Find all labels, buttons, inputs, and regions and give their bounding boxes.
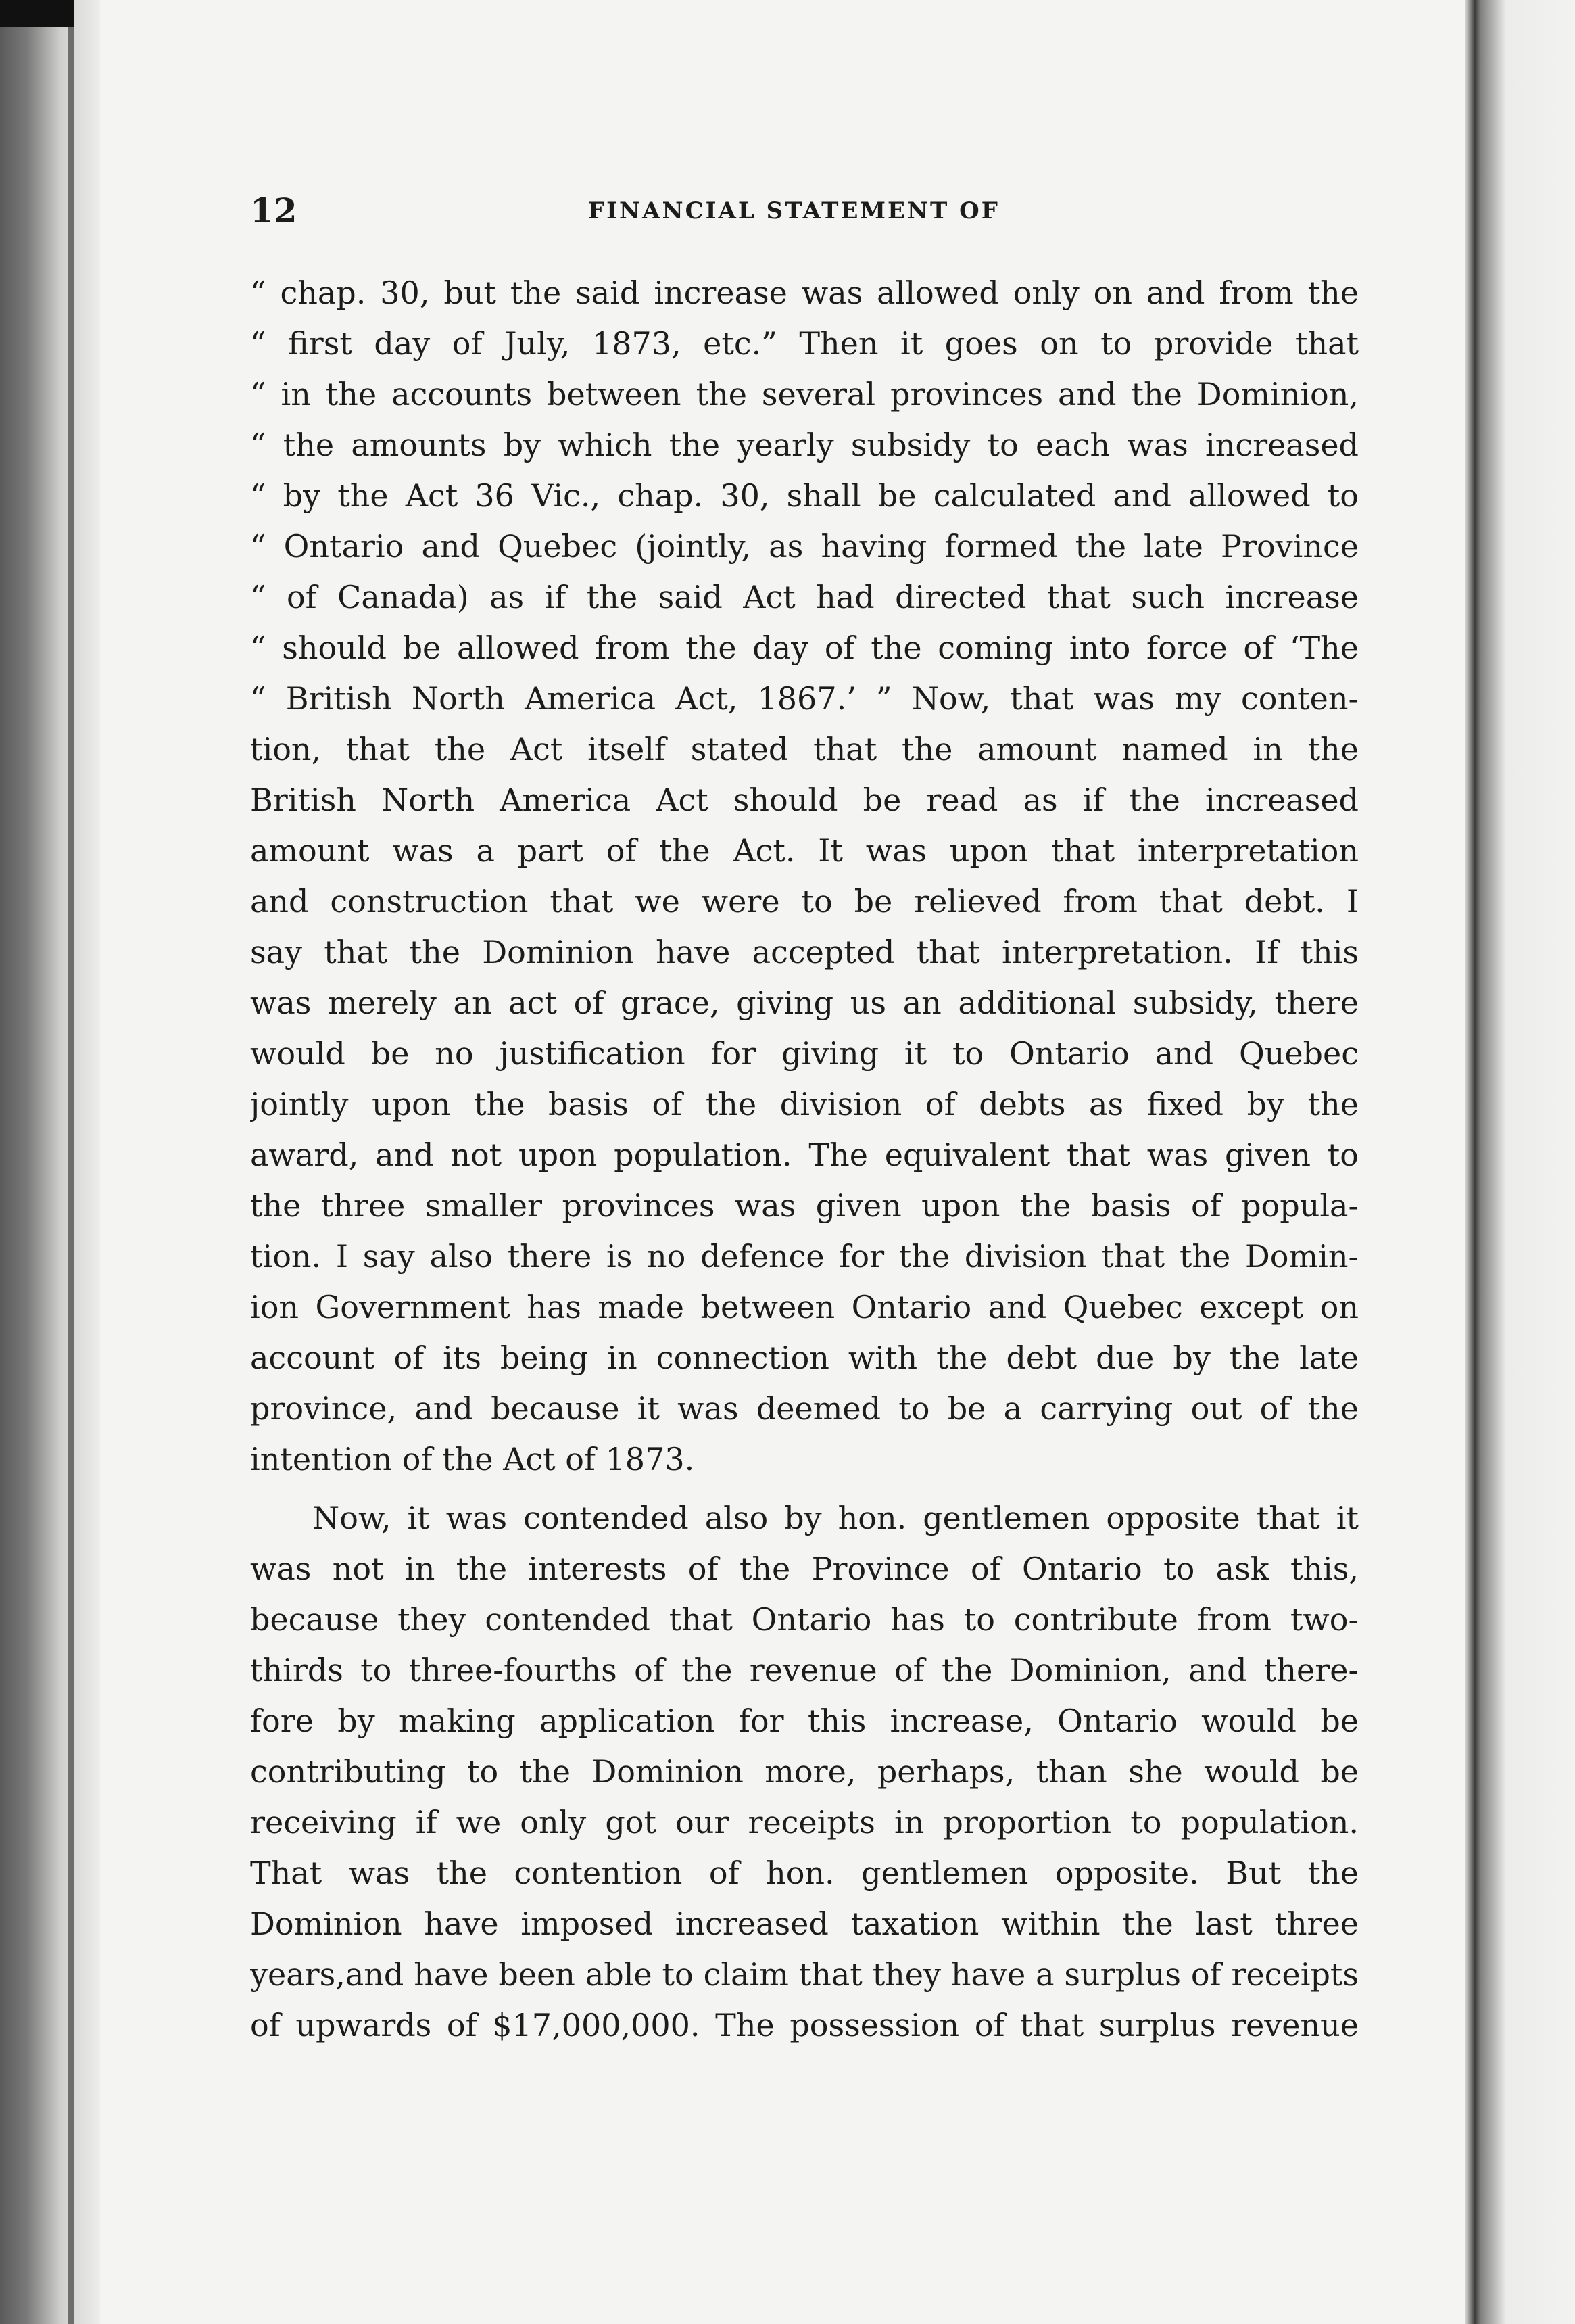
text-line: because they contended that Ontario has to contribute from two-: [250, 1601, 1359, 1638]
text-line: thirds to three-fourths of the revenue of the Dominion, and there-: [250, 1652, 1359, 1688]
text-line: “ by the Act 36 Vic., chap. 30, shall be calculated and allowed to: [250, 477, 1359, 514]
text-line: jointly upon the basis of the division of debts as fixed by the: [250, 1086, 1359, 1122]
text-line: fore by making application for this increase, Ontario would be: [250, 1703, 1359, 1739]
text-line: contributing to the Dominion more, perhaps, than she would be: [250, 1753, 1359, 1790]
text-line: tion, that the Act itself stated that the amount named in the: [250, 731, 1359, 767]
text-line: Now, it was contended also by hon. gentlemen opposite that it: [312, 1500, 1359, 1536]
text-line: “ Ontario and Quebec (jointly, as having formed the late Province: [250, 528, 1359, 565]
body-text: [250, 268, 1359, 2051]
text-line: say that the Dominion have accepted that interpretation. If this: [250, 934, 1359, 970]
running-head: FINANCIAL STATEMENT OF: [588, 197, 1000, 224]
text-line: was merely an act of grace, giving us an additional subsidy, there: [250, 985, 1359, 1021]
text-line: “ chap. 30, but the said increase was allowed only on and from the: [250, 275, 1359, 311]
text-line: province, and because it was deemed to be a carrying out of the: [250, 1390, 1359, 1427]
text-line: That was the contention of hon. gentlemen opposite. But the: [250, 1855, 1359, 1891]
text-line: account of its being in connection with the debt due by the late: [250, 1339, 1359, 1376]
text-line: British North America Act should be read as if the increased: [250, 782, 1359, 818]
text-line: award, and not upon population. The equivalent that was given to: [250, 1137, 1359, 1173]
text-line: “ the amounts by which the yearly subsidy to each was increased: [250, 427, 1359, 463]
text-line: years,and have been able to claim that they have a surplus of receipts: [250, 1956, 1359, 1993]
text-line: amount was a part of the Act. It was upon that interpretation: [250, 832, 1359, 869]
text-line: “ of Canada) as if the said Act had directed that such increase: [250, 579, 1359, 615]
text-line: would be no justification for giving it to Ontario and Quebec: [250, 1035, 1359, 1072]
text-line: the three smaller provinces was given upon the basis of popula-: [250, 1187, 1359, 1224]
text-line: “ in the accounts between the several provinces and the Dominion,: [250, 376, 1359, 412]
text-line: of upwards of $17,000,000. The possession of that surplus revenue: [250, 2007, 1359, 2043]
text-line: intention of the Act of 1873.: [250, 1441, 695, 1477]
scan-corner-shadow: [0, 0, 74, 27]
binding-shadow-rule: [68, 0, 74, 2324]
text-line: tion. I say also there is no defence for the division that the Domin-: [250, 1238, 1359, 1275]
page-number: 12: [250, 191, 297, 231]
page-right-edge: [1465, 0, 1575, 2324]
text-line: “ should be allowed from the day of the coming into force of ‘The: [250, 630, 1359, 666]
paragraph-2: [250, 1493, 1359, 2051]
paragraph-gap: [250, 1485, 1359, 1493]
paragraph-1: [250, 268, 1359, 1485]
text-line: “ British North America Act, 1867.’ ” Now, that was my conten-: [250, 680, 1359, 717]
text-line: Dominion have imposed increased taxation within the last three: [250, 1905, 1359, 1942]
text-line: was not in the interests of the Province of Ontario to ask this,: [250, 1550, 1359, 1587]
text-line: ion Government has made between Ontario and Quebec except on: [250, 1289, 1359, 1325]
page-header: [250, 191, 1359, 238]
page-binding-edge: [0, 0, 100, 2324]
text-line: receiving if we only got our receipts in proportion to population.: [250, 1804, 1359, 1841]
text-line: “ first day of July, 1873, etc.” Then it goes on to provide that: [250, 325, 1359, 362]
text-line: and construction that we were to be relieved from that debt. I: [250, 883, 1359, 920]
